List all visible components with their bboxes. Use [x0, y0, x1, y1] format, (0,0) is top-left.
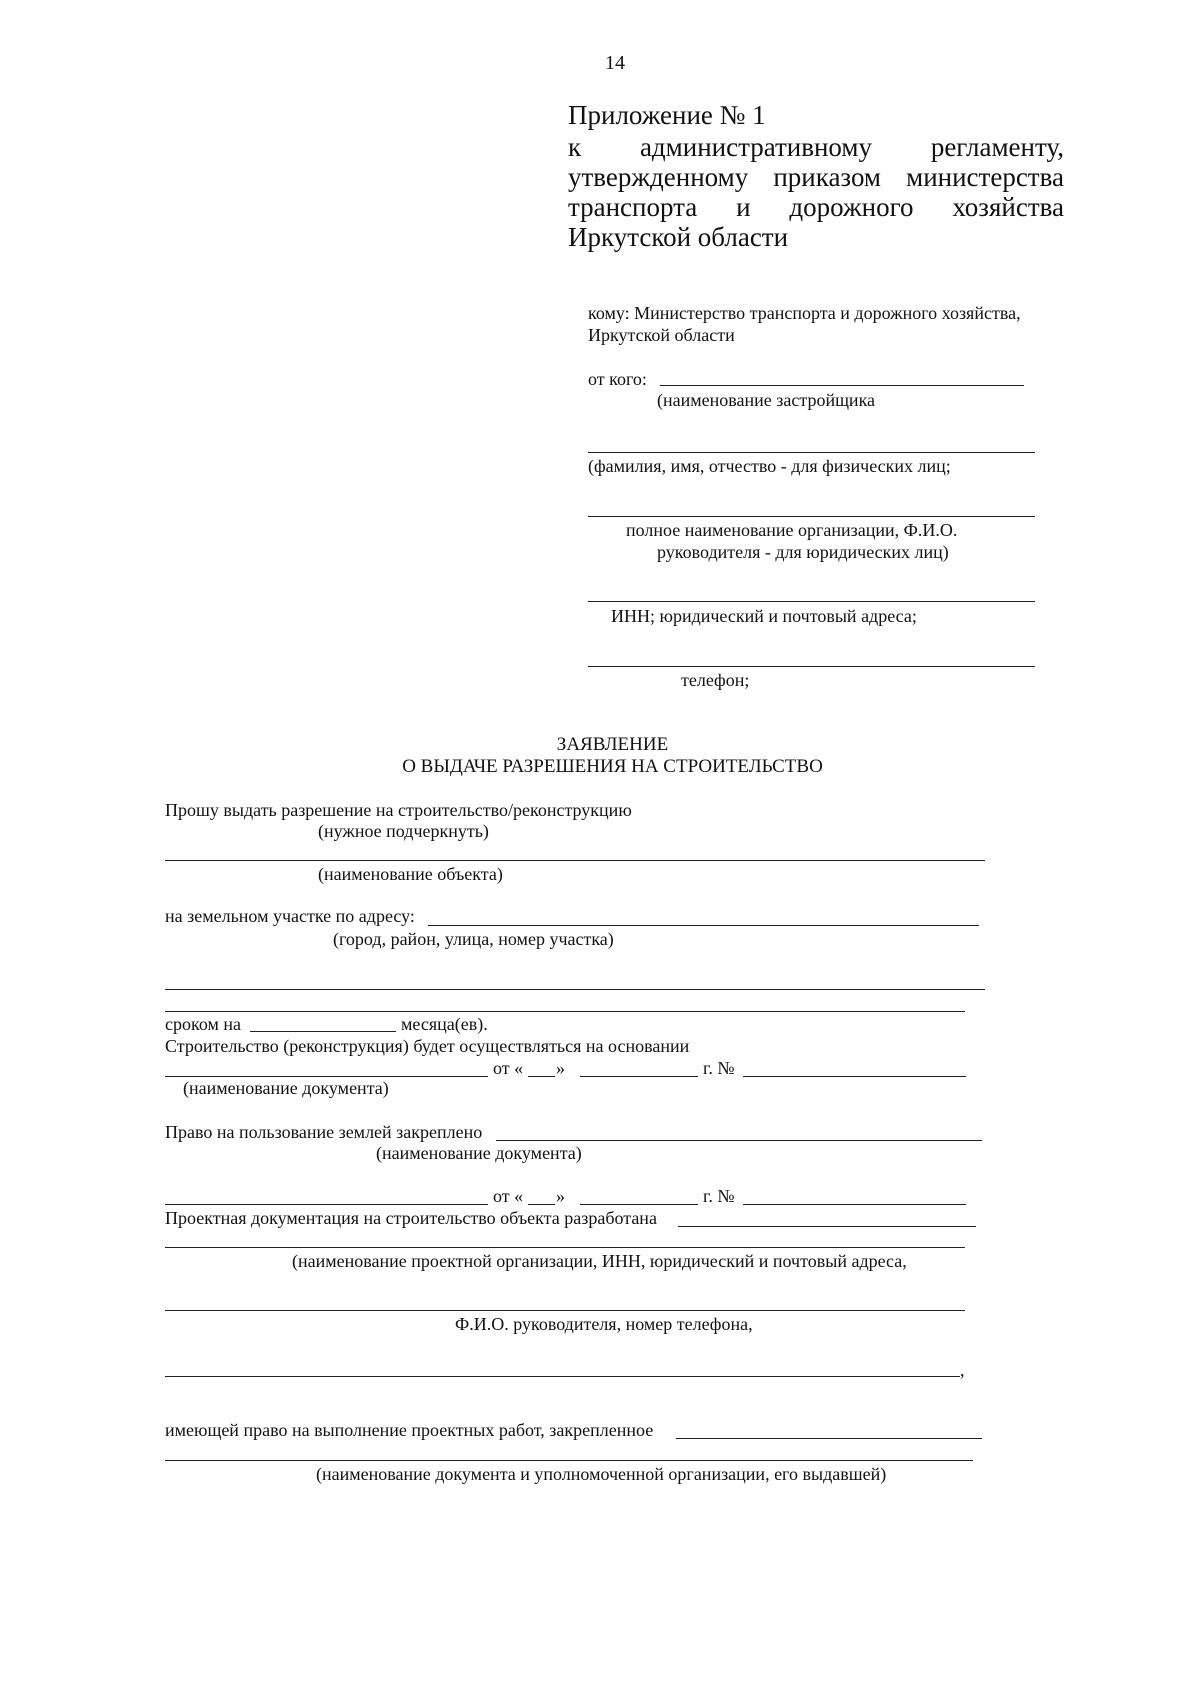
rights-field[interactable] [676, 1438, 982, 1439]
land-year-no: г. № [703, 1186, 735, 1206]
land-month-field[interactable] [580, 1204, 698, 1205]
from-label: от кого: [588, 369, 647, 389]
appendix-line-2: утвержденному приказом министерства [568, 162, 1064, 192]
recipient-to-line-1: кому: Министерство транспорта и дорожного хозяйства, [588, 303, 1021, 323]
basis-month-field[interactable] [580, 1076, 698, 1077]
person-caption: (фамилия, имя, отчество - для физических лиц; [588, 456, 951, 476]
rights-caption: (наименование документа и уполномоченной организации, его выдавшей) [316, 1464, 887, 1484]
developer-caption: (наименование застройщика [657, 390, 876, 410]
project-text: Проектная документация на строительство объекта разработана [165, 1208, 657, 1228]
basis-date-from: от « [493, 1058, 524, 1078]
organization-field[interactable] [588, 516, 1035, 517]
object-caption: (наименование объекта) [318, 864, 503, 884]
land-day-field[interactable] [528, 1204, 555, 1205]
request-text: Прошу выдать разрешение на строительство/реконструкцию [165, 800, 632, 820]
document-subheading: О ВЫДАЧЕ РАЗРЕШЕНИЯ НА СТРОИТЕЛЬСТВО [402, 756, 823, 777]
address-label: на земельном участке по адресу: [165, 906, 415, 926]
land-right-field[interactable] [496, 1140, 982, 1141]
basis-text: Строительство (реконструкция) будет осуществляться на основании [165, 1036, 690, 1056]
land-date-from: от « [493, 1186, 524, 1206]
appendix-line-1: к административному регламенту, [568, 132, 1064, 162]
address-field-line-2[interactable] [165, 989, 985, 990]
land-number-field[interactable] [743, 1204, 966, 1205]
rights-field-line-2[interactable] [165, 1460, 973, 1461]
basis-document-caption: (наименование документа) [183, 1078, 389, 1098]
inn-address-field[interactable] [588, 601, 1035, 602]
request-note: (нужное подчеркнуть) [318, 821, 489, 841]
basis-year-no: г. № [703, 1058, 735, 1078]
project-head-field[interactable] [165, 1310, 965, 1311]
address-caption: (город, район, улица, номер участка) [333, 929, 614, 949]
basis-day-field[interactable] [528, 1076, 555, 1077]
project-phone-comma: , [960, 1360, 965, 1380]
land-right-text: Право на пользование землей закреплено [165, 1122, 483, 1142]
term-suffix: месяца(ев). [401, 1014, 488, 1034]
phone-field[interactable] [588, 666, 1035, 667]
land-date-mid: » [556, 1186, 565, 1206]
appendix-line-3: транспорта и дорожного хозяйства [568, 192, 1064, 222]
project-caption: (наименование проектной организации, ИНН, юридический и почтовый адреса, [292, 1251, 907, 1271]
basis-date-mid: » [556, 1058, 565, 1078]
land-document-field[interactable] [165, 1204, 488, 1205]
recipient-to-line-2: Иркутской области [588, 325, 735, 345]
appendix-title: Приложение № 1 [568, 100, 766, 130]
term-label: сроком на [165, 1014, 241, 1034]
project-org-field[interactable] [678, 1226, 976, 1227]
organization-caption-1: полное наименование организации, Ф.И.О. [626, 520, 958, 540]
land-right-caption: (наименование документа) [376, 1143, 582, 1163]
phone-caption: телефон; [681, 670, 750, 690]
person-name-field[interactable] [588, 452, 1035, 453]
rights-text: имеющей право на выполнение проектных работ, закрепленное [165, 1420, 654, 1440]
address-field-line-3[interactable] [165, 1011, 965, 1012]
basis-document-field[interactable] [165, 1076, 488, 1077]
project-phone-field[interactable] [165, 1376, 960, 1377]
project-head-caption: Ф.И.О. руководителя, номер телефона, [455, 1314, 753, 1334]
term-field[interactable] [250, 1031, 396, 1032]
basis-number-field[interactable] [743, 1076, 966, 1077]
appendix-line-4: Иркутской области [568, 222, 789, 252]
organization-caption-2: руководителя - для юридических лиц) [657, 542, 949, 562]
project-org-field-line-2[interactable] [165, 1247, 965, 1248]
document-heading: ЗАЯВЛЕНИЕ [556, 734, 669, 755]
developer-field[interactable] [660, 385, 1024, 386]
address-field[interactable] [428, 925, 979, 926]
page-number: 14 [605, 52, 625, 74]
inn-caption: ИНН; юридический и почтовый адреса; [611, 606, 917, 626]
object-name-field[interactable] [165, 860, 985, 861]
